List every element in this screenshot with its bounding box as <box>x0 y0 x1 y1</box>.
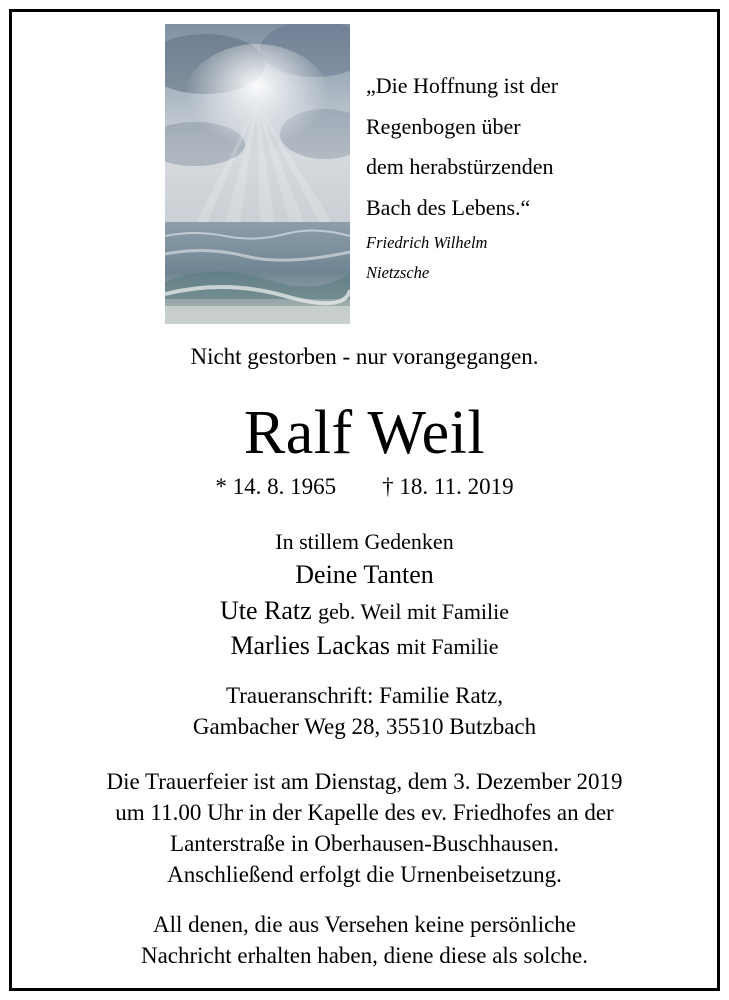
quote-author: Nietzsche <box>366 263 430 282</box>
deceased-name: Ralf Weil <box>243 399 486 467</box>
motto: Nicht gestorben - nur vorangegangen. <box>190 344 539 369</box>
mourner-line <box>0 596 729 626</box>
closing-line: Nachricht erhalten haben, diene diese als solche. <box>140 943 589 968</box>
closing-line: All denen, die aus Versehen keine persönliche <box>152 912 577 937</box>
ceremony-line: Die Trauerfeier ist am Dienstag, dem 3. Dezember 2019 <box>106 769 623 794</box>
mourning-address-line: Gambacher Weg 28, 35510 Butzbach <box>192 714 537 739</box>
life-dates <box>0 474 729 500</box>
mourning-address-line: Traueranschrift: Familie Ratz, <box>226 683 503 708</box>
quote-block <box>366 66 696 288</box>
ceremony-line: Anschließend erfolgt die Urnenbeisetzung. <box>167 862 562 887</box>
mourners-title: Deine Tanten <box>295 560 434 589</box>
remembrance-intro: In stillem Gedenken <box>275 529 454 554</box>
sea-light-rays-drawing <box>165 24 350 324</box>
mourner-name: Ute Ratz <box>219 596 312 625</box>
birth-date: * 14. 8. 1965 <box>215 474 337 499</box>
quote-line: dem herabstürzenden <box>366 154 554 179</box>
mourner-line <box>0 631 729 661</box>
sea-light-rays-image <box>165 24 350 324</box>
quote-author: Friedrich Wilhelm <box>366 233 488 252</box>
ceremony-line: Lanterstraße in Oberhausen-Buschhausen. <box>170 831 559 856</box>
quote-line: Regenbogen über <box>366 113 521 139</box>
quote-line: Bach des Lebens.“ <box>366 194 531 220</box>
mourner-name: Marlies Lackas <box>230 631 390 660</box>
ceremony-line: um 11.00 Uhr in der Kapelle des ev. Friedhofes an der <box>115 800 614 825</box>
quote-line: „Die Hoffnung ist der <box>366 73 559 98</box>
death-date: † 18. 11. 2019 <box>382 474 514 499</box>
mourner-suffix: mit Familie <box>396 634 499 659</box>
mourner-suffix: geb. Weil mit Familie <box>318 599 510 624</box>
